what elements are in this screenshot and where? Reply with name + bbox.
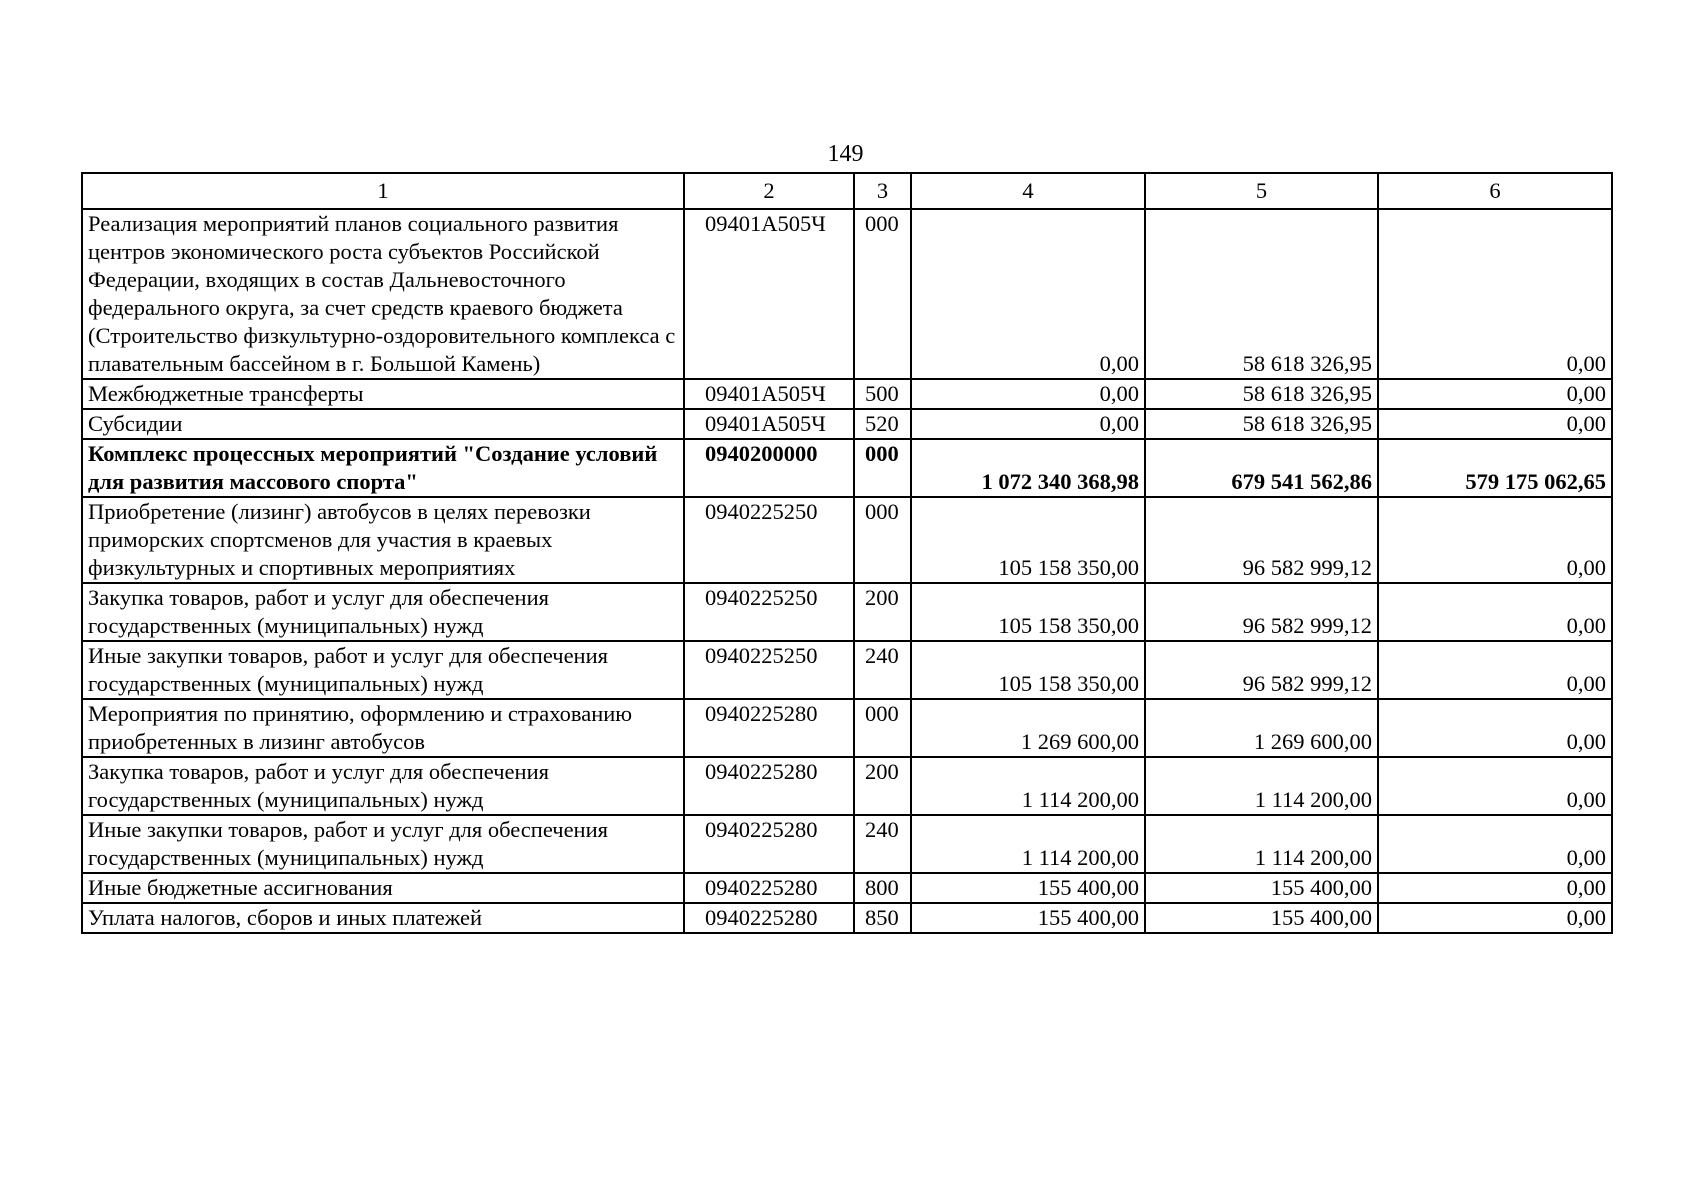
row-value-col-4: 105 158 350,00: [911, 497, 1145, 583]
header-col-5: 5: [1145, 173, 1378, 209]
row-expense-type: 000: [854, 439, 911, 497]
row-name: Уплата налогов, сборов и иных платежей: [82, 903, 684, 933]
row-code: 09401A505Ч: [684, 409, 854, 439]
table-row: [82, 439, 1612, 497]
table-row: [82, 699, 1612, 757]
row-name: Межбюджетные трансферты: [82, 379, 684, 409]
row-code: 0940200000: [684, 439, 854, 497]
row-name: Комплекс процессных мероприятий "Создание условий для развития массового спорта": [82, 439, 684, 497]
row-name: Иные бюджетные ассигнования: [82, 873, 684, 903]
row-code: 09401A505Ч: [684, 379, 854, 409]
row-expense-type: 520: [854, 409, 911, 439]
row-expense-type: 000: [854, 699, 911, 757]
table-row: [82, 379, 1612, 409]
row-name: Иные закупки товаров, работ и услуг для обеспечения государственных (муниципальных) нужд: [82, 815, 684, 873]
row-name: Закупка товаров, работ и услуг для обеспечения государственных (муниципальных) нужд: [82, 757, 684, 815]
row-code: 0940225250: [684, 641, 854, 699]
row-value-col-5: 96 582 999,12: [1145, 641, 1378, 699]
row-value-col-4: 155 400,00: [911, 903, 1145, 933]
row-value-col-6: 0,00: [1378, 209, 1612, 379]
row-code: 0940225280: [684, 815, 854, 873]
row-value-col-4: 105 158 350,00: [911, 583, 1145, 641]
header-col-4: 4: [911, 173, 1145, 209]
row-code: 0940225280: [684, 903, 854, 933]
row-name: Закупка товаров, работ и услуг для обеспечения государственных (муниципальных) нужд: [82, 583, 684, 641]
row-expense-type: 000: [854, 209, 911, 379]
row-expense-type: 800: [854, 873, 911, 903]
table-row: [82, 873, 1612, 903]
table-row: [82, 583, 1612, 641]
row-code: 0940225280: [684, 873, 854, 903]
row-value-col-4: 105 158 350,00: [911, 641, 1145, 699]
header-col-1: 1: [82, 173, 684, 209]
row-value-col-5: 58 618 326,95: [1145, 209, 1378, 379]
table-row: [82, 209, 1612, 379]
row-value-col-4: 1 114 200,00: [911, 757, 1145, 815]
budget-table: [81, 172, 1613, 934]
row-value-col-6: 0,00: [1378, 379, 1612, 409]
table-row: [82, 757, 1612, 815]
header-row: [82, 173, 1612, 209]
row-value-col-6: 0,00: [1378, 873, 1612, 903]
row-value-col-6: 0,00: [1378, 903, 1612, 933]
row-value-col-4: 1 269 600,00: [911, 699, 1145, 757]
row-value-col-5: 96 582 999,12: [1145, 583, 1378, 641]
row-value-col-4: 1 114 200,00: [911, 815, 1145, 873]
table-row: [82, 497, 1612, 583]
row-value-col-6: 0,00: [1378, 815, 1612, 873]
row-value-col-5: 1 114 200,00: [1145, 815, 1378, 873]
table-row: [82, 903, 1612, 933]
row-expense-type: 500: [854, 379, 911, 409]
row-code: 0940225250: [684, 497, 854, 583]
table-body: [82, 209, 1612, 933]
row-code: 0940225280: [684, 699, 854, 757]
row-name: Реализация мероприятий планов социального развития центров экономического роста субъектов Российской Федерации, входящих в состав Дальневосточного федерального округа, за счет средств краевого бюджета (Строительство физкультурно-оздоровительного комплекса с плавательным бассейном в г. Большой Камень): [82, 209, 684, 379]
row-name: Иные закупки товаров, работ и услуг для обеспечения государственных (муниципальных) нужд: [82, 641, 684, 699]
row-value-col-6: 0,00: [1378, 409, 1612, 439]
row-name: Субсидии: [82, 409, 684, 439]
row-expense-type: 850: [854, 903, 911, 933]
table-row: [82, 409, 1612, 439]
row-expense-type: 200: [854, 757, 911, 815]
row-value-col-4: 0,00: [911, 409, 1145, 439]
row-value-col-4: 0,00: [911, 209, 1145, 379]
row-value-col-4: 155 400,00: [911, 873, 1145, 903]
row-value-col-5: 155 400,00: [1145, 873, 1378, 903]
row-code: 09401A505Ч: [684, 209, 854, 379]
row-value-col-5: 58 618 326,95: [1145, 379, 1378, 409]
row-name: Мероприятия по принятию, оформлению и страхованию приобретенных в лизинг автобусов: [82, 699, 684, 757]
row-value-col-5: 155 400,00: [1145, 903, 1378, 933]
row-value-col-6: 0,00: [1378, 497, 1612, 583]
row-value-col-6: 0,00: [1378, 757, 1612, 815]
row-value-col-5: 96 582 999,12: [1145, 497, 1378, 583]
row-value-col-6: 579 175 062,65: [1378, 439, 1612, 497]
page-number: 149: [827, 141, 864, 167]
row-expense-type: 000: [854, 497, 911, 583]
row-value-col-5: 1 269 600,00: [1145, 699, 1378, 757]
row-value-col-6: 0,00: [1378, 583, 1612, 641]
row-name: Приобретение (лизинг) автобусов в целях перевозки приморских спортсменов для участия в краевых физкультурных и спортивных мероприятиях: [82, 497, 684, 583]
row-value-col-5: 58 618 326,95: [1145, 409, 1378, 439]
table-row: [82, 641, 1612, 699]
header-col-2: 2: [684, 173, 854, 209]
row-code: 0940225280: [684, 757, 854, 815]
table-row: [82, 815, 1612, 873]
header-col-6: 6: [1378, 173, 1612, 209]
row-expense-type: 240: [854, 815, 911, 873]
row-code: 0940225250: [684, 583, 854, 641]
row-value-col-5: 1 114 200,00: [1145, 757, 1378, 815]
header-col-3: 3: [854, 173, 911, 209]
row-value-col-4: 1 072 340 368,98: [911, 439, 1145, 497]
row-value-col-4: 0,00: [911, 379, 1145, 409]
row-value-col-6: 0,00: [1378, 641, 1612, 699]
row-value-col-5: 679 541 562,86: [1145, 439, 1378, 497]
row-expense-type: 240: [854, 641, 911, 699]
row-value-col-6: 0,00: [1378, 699, 1612, 757]
row-expense-type: 200: [854, 583, 911, 641]
